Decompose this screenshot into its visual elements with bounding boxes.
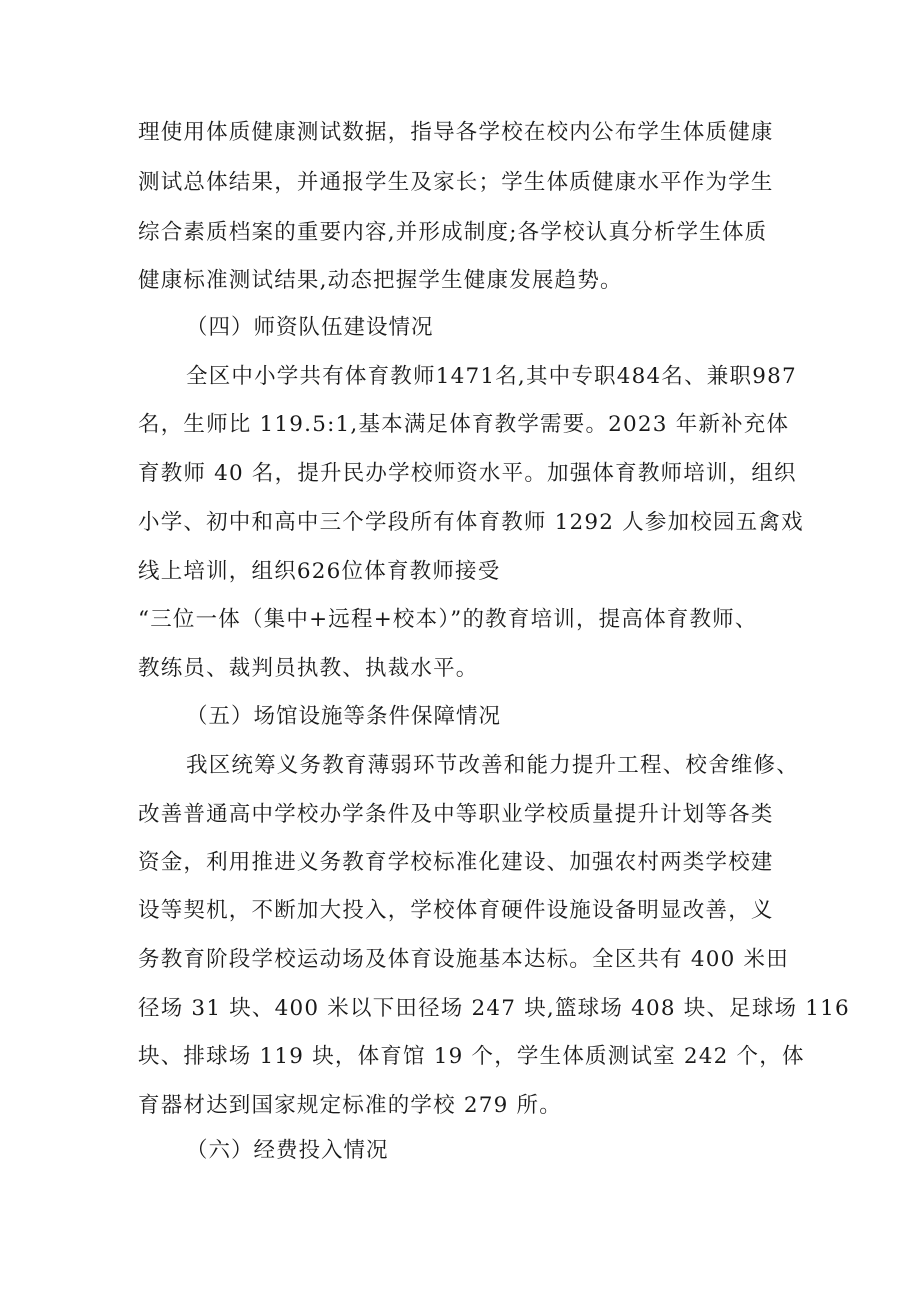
paragraph-line: 务教育阶段学校运动场及体育设施基本达标。全区共有 400 米田 [138, 947, 789, 972]
paragraph-line: 健康标准测试结果,动态把握学生健康发展趋势。 [138, 268, 623, 293]
paragraph-line: 育教师 40 名，提升民办学校师资水平。加强体育教师培训，组织 [138, 461, 797, 486]
paragraph-line: 小学、初中和高中三个学段所有体育教师 1292 人参加校园五禽戏 [138, 510, 804, 535]
paragraph-line: 测试总体结果，并通报学生及家长；学生体质健康水平作为学生 [138, 170, 774, 195]
paragraph-line: 块、排球场 119 块，体育馆 19 个，学生体质测试室 242 个，体 [138, 1044, 805, 1069]
paragraph-line: 名，生师比 119.5:1,基本满足体育教学需要。2023 年新补充体 [138, 412, 790, 437]
paragraph-line: 理使用体质健康测试数据，指导各学校在校内公布学生体质健康 [138, 120, 774, 145]
paragraph-line: 设等契机，不断加大投入，学校体育硬件设施设备明显改善，义 [138, 898, 774, 923]
paragraph-line: 我区统筹义务教育薄弱环节改善和能力提升工程、校舍维修、 [186, 753, 799, 778]
section-heading-facilities: （五）场馆设施等条件保障情况 [186, 704, 502, 729]
paragraph-line: 改善普通高中学校办学条件及中等职业学校质量提升计划等各类 [138, 802, 774, 827]
section-heading-teachers: （四）师资队伍建设情况 [186, 315, 434, 340]
paragraph-line: 资金，利用推进义务教育学校标准化建设、加强农村两类学校建 [138, 850, 774, 875]
paragraph-line: 全区中小学共有体育教师1471名,其中专职484名、兼职987 [186, 364, 797, 389]
paragraph-line: 教练员、裁判员执教、执裁水平。 [138, 656, 479, 681]
paragraph-line: 线上培训，组织626位体育教师接受 [138, 559, 501, 584]
section-heading-funding: （六）经费投入情况 [186, 1138, 389, 1163]
paragraph-line: 综合素质档案的重要内容,并形成制度;各学校认真分析学生体质 [138, 220, 768, 245]
paragraph-line: “三位一体（集中+远程+校本）”的教育培训，提高体育教师、 [138, 607, 758, 632]
paragraph-line: 育器材达到国家规定标准的学校 279 所。 [138, 1093, 562, 1118]
paragraph-line: 径场 31 块、400 米以下田径场 247 块,篮球场 408 块、足球场 116 [138, 996, 850, 1021]
